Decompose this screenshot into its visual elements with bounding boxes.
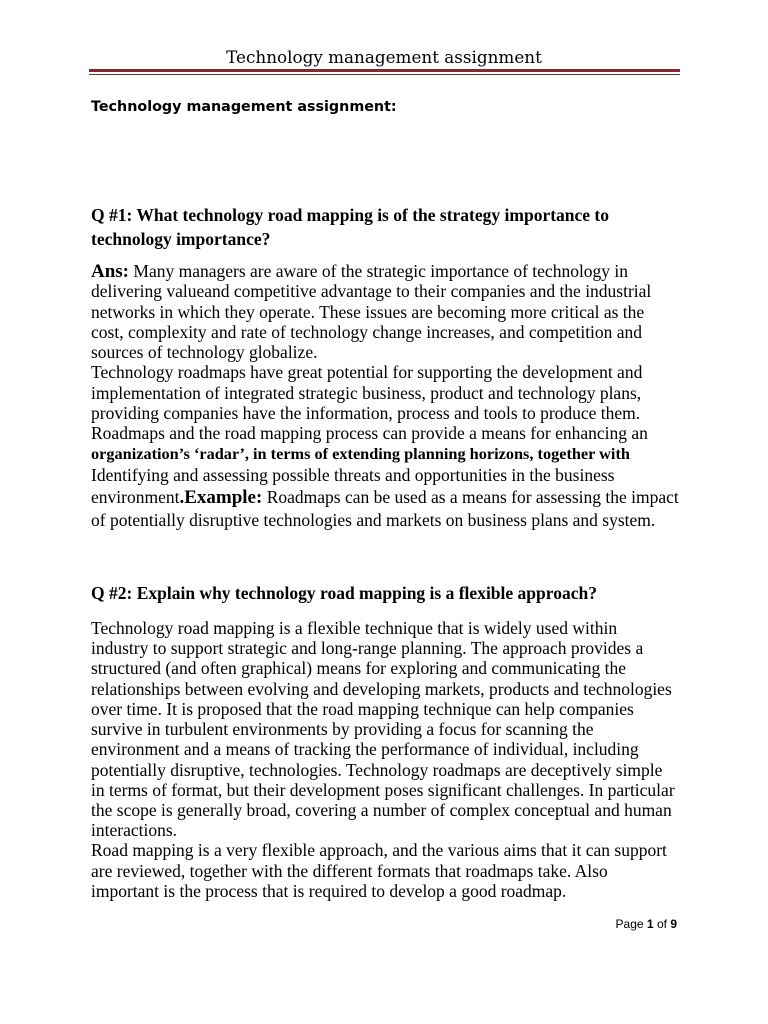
answer-line: providing companies have the information, process and tools to produce them. [91,402,641,423]
page-of-label: of [656,917,667,931]
answer-line: survive in turbulent environments by providing a focus for scanning the [91,719,594,740]
answer-line: Technology roadmaps have great potential for supporting the development and [91,362,643,383]
answer-line: Identifying and assessing possible threats and opportunities in the business [91,465,615,485]
answer-line: structured (and often graphical) means for exploring and communicating the [91,658,627,679]
answer-line [91,261,679,281]
answer-line: Road mapping is a very flexible approach, and the various aims that it can support [91,840,667,861]
example-label: .Example: [179,487,263,508]
answer-line: the scope is generally broad, covering a number of complex conceptual and human [91,799,672,820]
answer-label: Ans: [91,261,130,282]
page-number-footer [616,916,677,932]
current-page-number: 1 [646,917,654,931]
question-1-answer [91,261,679,530]
answer-line: Roadmaps and the road mapping process can provide a means for enhancing an [91,423,648,443]
answer-line: delivering valueand competitive advantage to their companies and the industrial [91,281,652,302]
header-rule-thin [89,74,680,75]
page-header-title: Technology management assignment [226,47,542,67]
question-2-answer [91,618,675,901]
answer-line: potentially disruptive, technologies. Technology roadmaps are deceptively simple [91,759,663,780]
answer-text: Many managers are aware of the strategic importance of technology in [129,261,629,281]
answer-line: environment and a means of tracking the performance of individual, including [91,739,639,760]
header-rule-thick [89,69,680,72]
page-label: Page [615,917,644,931]
answer-line: important is the process that is required to develop a good roadmap. [91,880,567,901]
answer-line: Technology road mapping is a flexible technique that is widely used within [91,618,618,638]
example-text: Roadmaps can be used as a means for assessing the impact [262,487,679,507]
answer-line: cost, complexity and rate of technology change increases, and competition and [91,321,643,342]
question-heading-line: Q #2: Explain why technology road mapping is a flexible approach? [91,583,597,603]
answer-line: are reviewed, together with the different formats that roadmaps take. Also [91,860,608,881]
answer-line: interactions. [91,820,178,841]
answer-line: in terms of format, but their development poses significant challenges. In particular [91,779,675,800]
answer-line: industry to support strategic and long-range planning. The approach provides a [91,638,644,659]
total-pages-number: 9 [670,917,677,931]
answer-line: of potentially disruptive technologies and markets on business plans and system. [91,510,656,530]
answer-line: relationships between evolving and developing markets, products and technologies [91,678,672,699]
question-1-heading [91,203,609,251]
question-heading-line: Q #1: What technology road mapping is of the strategy importance to [91,205,610,225]
example-line [91,487,679,510]
answer-line: over time. It is proposed that the road mapping technique can help companies [91,698,634,719]
answer-line: implementation of integrated strategic business, product and technology plans, [91,382,642,403]
example-line-lead: environment [91,487,180,507]
answer-line: networks in which they operate. These issues are becoming more critical as the [91,301,645,322]
question-heading-line: technology importance? [91,229,271,249]
answer-line-emphasis: organization’s ‘radar’, in terms of extending planning horizons, together with [91,444,630,463]
question-2-heading [91,581,597,605]
answer-line: sources of technology globalize. [91,342,318,362]
document-title: Technology management assignment: [91,99,397,115]
